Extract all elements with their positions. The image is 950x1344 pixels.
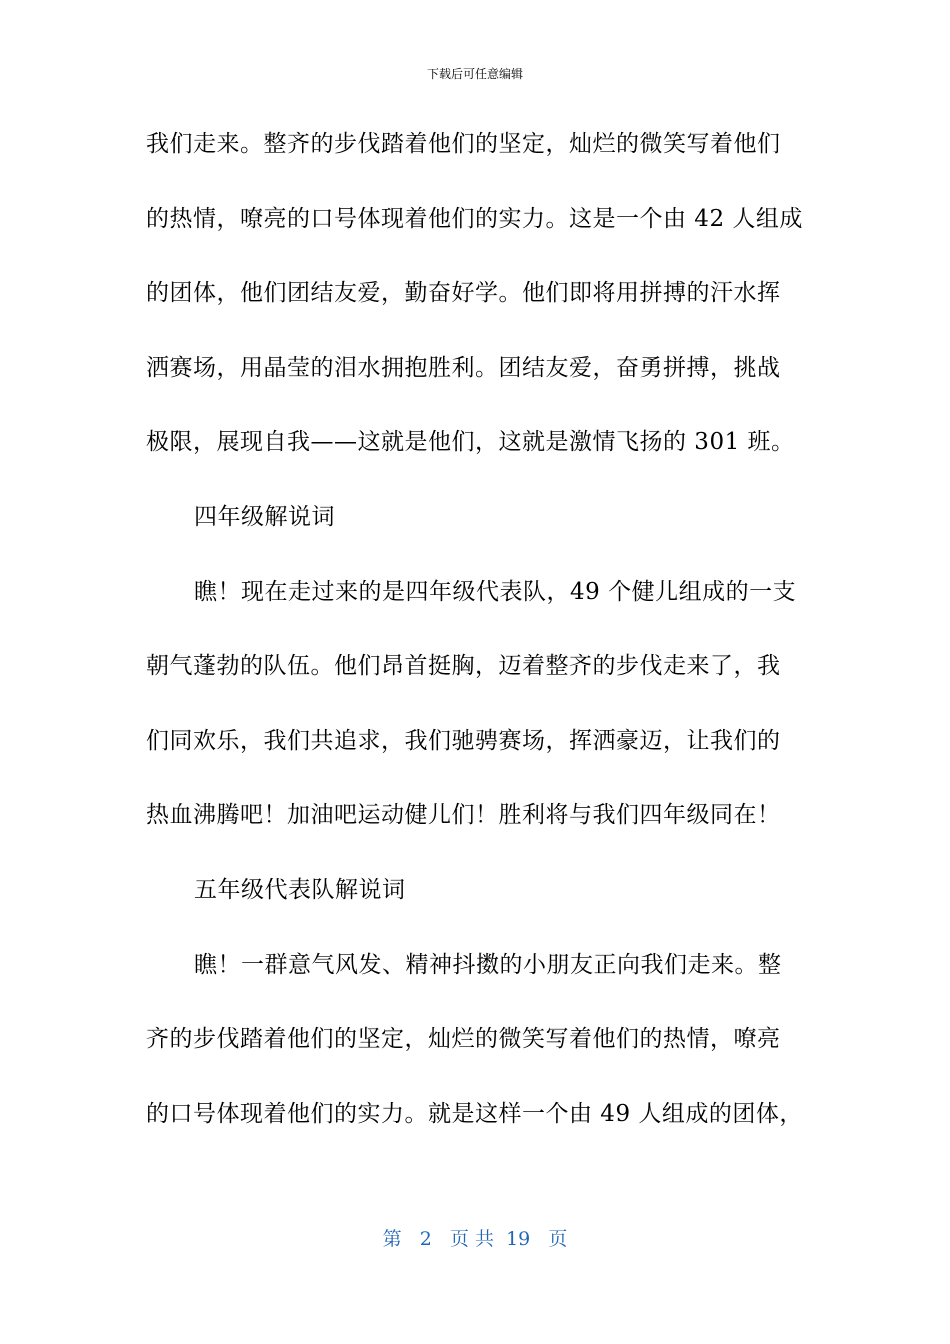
text-line: 的团体，他们团结友爱，勤奋好学。他们即将用拼搏的汗水挥: [146, 280, 781, 307]
document-body: [146, 122, 806, 1166]
text-line: 们同欢乐，我们共追求，我们驰骋赛场，挥洒豪迈，让我们的: [146, 727, 781, 754]
text-line: 的热情，嘹亮的口号体现着他们的实力。这是一个由 42 人组成: [146, 205, 803, 232]
section-heading-grade5: 五年级代表队解说词: [194, 876, 406, 903]
total-page-count: 19: [506, 1228, 531, 1250]
footer-middle: 页 共: [449, 1228, 494, 1250]
text-line: 朝气蓬勃的队伍。他们昂首挺胸，迈着整齐的步伐走来了，我: [146, 653, 781, 680]
paragraph-start-line: 瞧！一群意气风发、精神抖擞的小朋友正向我们走来。整: [194, 951, 782, 978]
section-heading-grade4: 四年级解说词: [194, 503, 335, 530]
text-line: 极限，展现自我——这就是他们，这就是激情飞扬的 301 班。: [146, 429, 795, 456]
text-line: 的口号体现着他们的实力。就是这样一个由 49 人组成的团体，: [146, 1100, 803, 1127]
text-line: 洒赛场，用晶莹的泪水拥抱胜利。团结友爱，奋勇拼搏，挑战: [146, 354, 781, 381]
footer-prefix: 第: [382, 1228, 402, 1250]
text-line: 齐的步伐踏着他们的坚定，灿烂的微笑写着他们的热情，嘹亮: [146, 1026, 781, 1053]
page-header: 下载后可任意编辑: [426, 67, 523, 81]
page-footer: [0, 1226, 950, 1252]
paragraph-start-line: 瞧！现在走过来的是四年级代表队，49 个健儿组成的一支: [194, 578, 797, 605]
text-line: 热血沸腾吧！加油吧运动健儿们！胜利将与我们四年级同在！: [146, 802, 781, 829]
current-page-number: 2: [419, 1228, 432, 1250]
footer-suffix: 页: [548, 1228, 568, 1250]
text-line: 我们走来。整齐的步伐踏着他们的坚定，灿烂的微笑写着他们: [146, 131, 781, 157]
